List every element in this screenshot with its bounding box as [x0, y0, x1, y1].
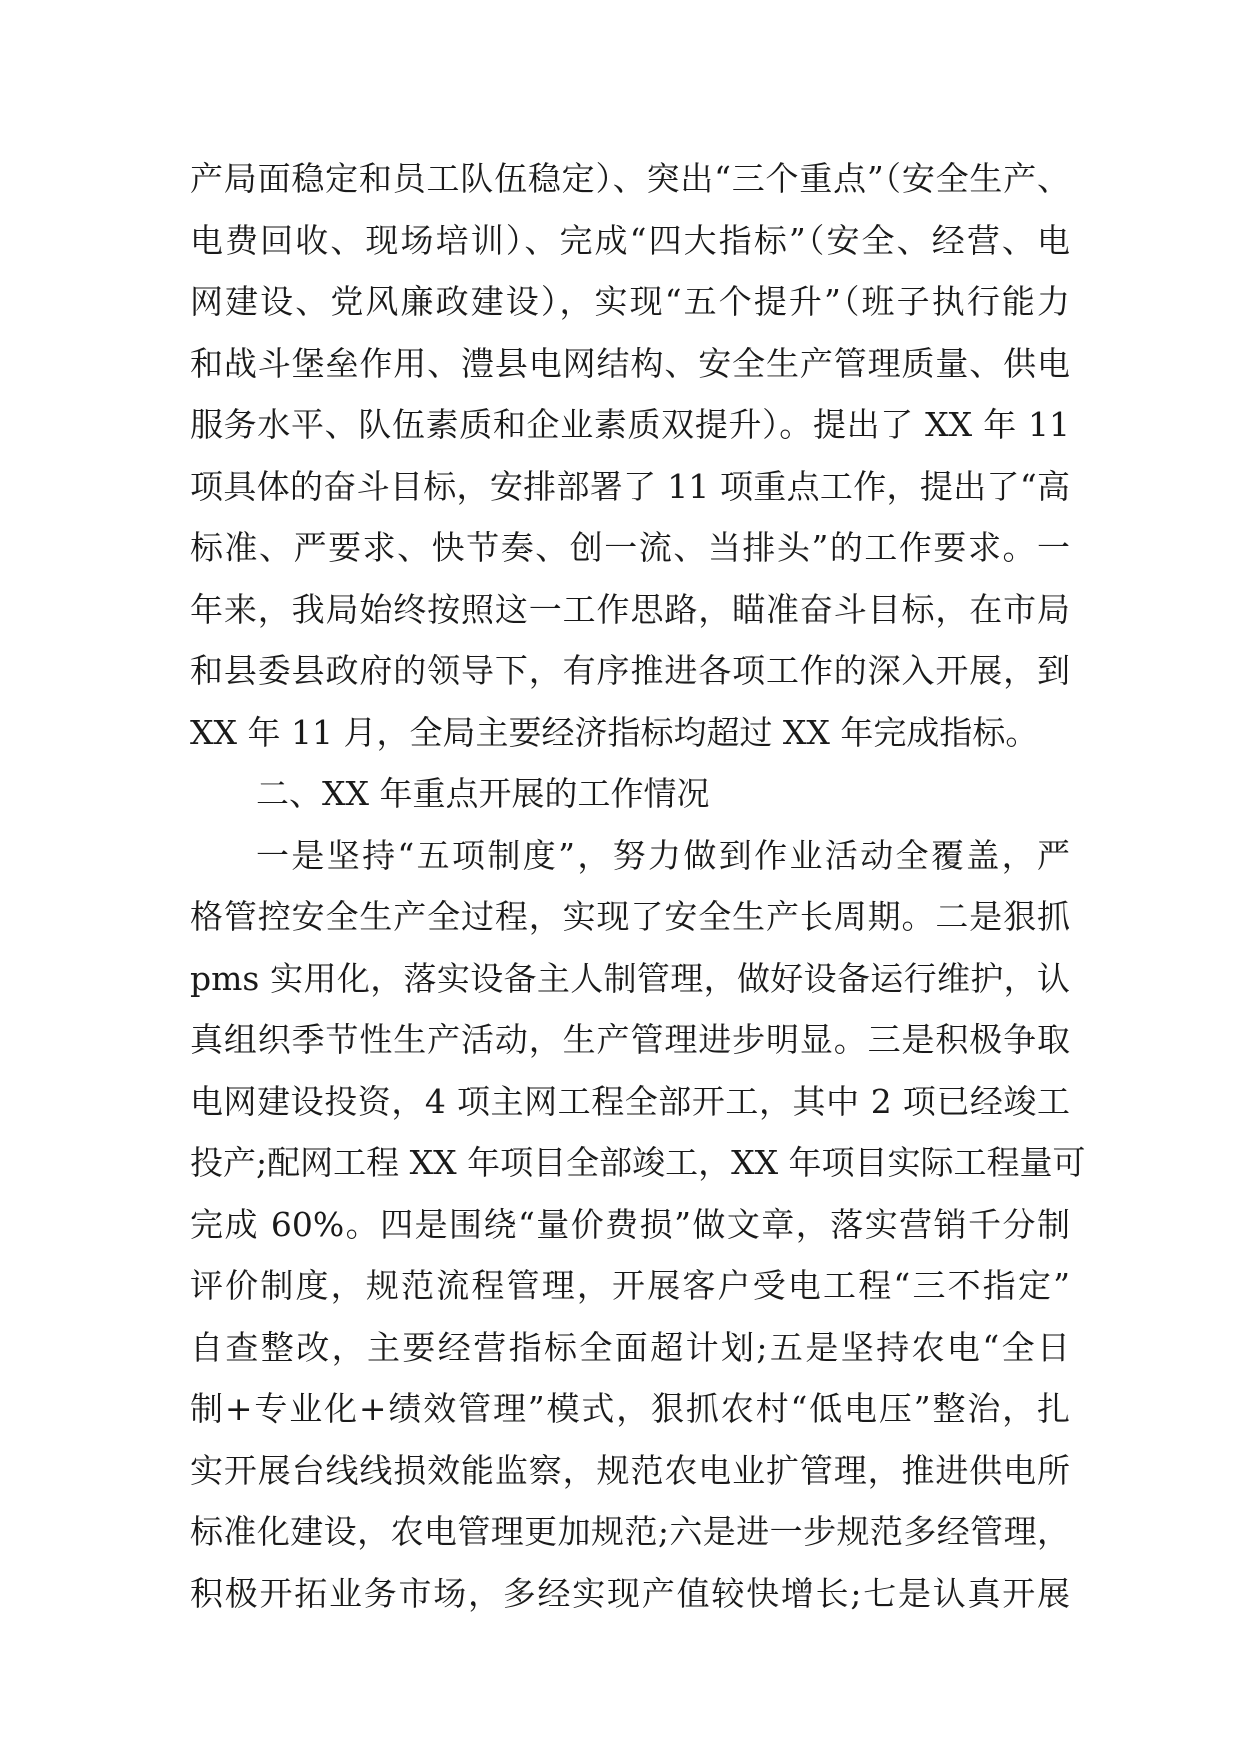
text-line: 标准、严要求、快节奏、创一流、当排头”的工作要求。一	[190, 528, 1070, 567]
text-line: 和县委县政府的领导下，有序推进各项工作的深入开展，到	[190, 651, 1070, 690]
text-line: 项具体的奋斗目标，安排部署了 11 项重点工作，提出了“高	[190, 466, 1070, 506]
text-line: 自查整改，主要经营指标全面超计划;五是坚持农电“全日	[190, 1327, 1070, 1367]
text-line: 服务水平、队伍素质和企业素质双提升）。提出了 XX 年 11	[190, 405, 1070, 444]
section-heading: 二、XX 年重点开展的工作情况	[256, 774, 710, 813]
text-line: 电费回收、现场培训）、完成“四大指标”（安全、经营、电	[190, 220, 1070, 260]
text-line: 实开展台线线损效能监察，规范农电业扩管理，推进供电所	[190, 1450, 1070, 1490]
text-line: 产局面稳定和员工队伍稳定）、突出“三个重点”（安全生产、	[190, 159, 1070, 198]
text-line: 完成 60%。四是围绕“量价费损”做文章，落实营销千分制	[190, 1204, 1070, 1244]
text-line: 年来，我局始终按照这一工作思路，瞄准奋斗目标，在市局	[190, 589, 1070, 629]
text-line: 积极开拓业务市场，多经实现产值较快增长;七是认真开展	[190, 1573, 1070, 1613]
text-line: 和战斗堡垒作用、澧县电网结构、安全生产管理质量、供电	[190, 343, 1070, 383]
text-line: 标准化建设，农电管理更加规范;六是进一步规范多经管理，	[190, 1512, 1070, 1551]
document-body	[190, 148, 1086, 1624]
text-line: 一是坚持“五项制度”，努力做到作业活动全覆盖，严	[256, 835, 1070, 875]
text-line: 制+专业化+绩效管理”模式，狠抓农村“低电压”整治，扎	[190, 1389, 1070, 1428]
text-line: 格管控安全生产全过程，实现了安全生产长周期。二是狠抓	[190, 897, 1070, 936]
text-line: 网建设、党风廉政建设），实现“五个提升”（班子执行能力	[190, 282, 1070, 321]
text-line: 电网建设投资，4 项主网工程全部开工，其中 2 项已经竣工	[190, 1081, 1070, 1121]
text-line: pms 实用化，落实设备主人制管理，做好设备运行维护，认	[190, 958, 1070, 998]
text-line: 真组织季节性生产活动，生产管理进步明显。三是积极争取	[190, 1020, 1070, 1059]
text-line: 投产;配网工程 XX 年项目全部竣工，XX 年项目实际工程量可	[190, 1143, 1086, 1182]
text-line: XX 年 11 月，全局主要经济指标均超过 XX 年完成指标。	[190, 712, 1039, 752]
text-line: 评价制度，规范流程管理，开展客户受电工程“三不指定”	[190, 1266, 1070, 1305]
